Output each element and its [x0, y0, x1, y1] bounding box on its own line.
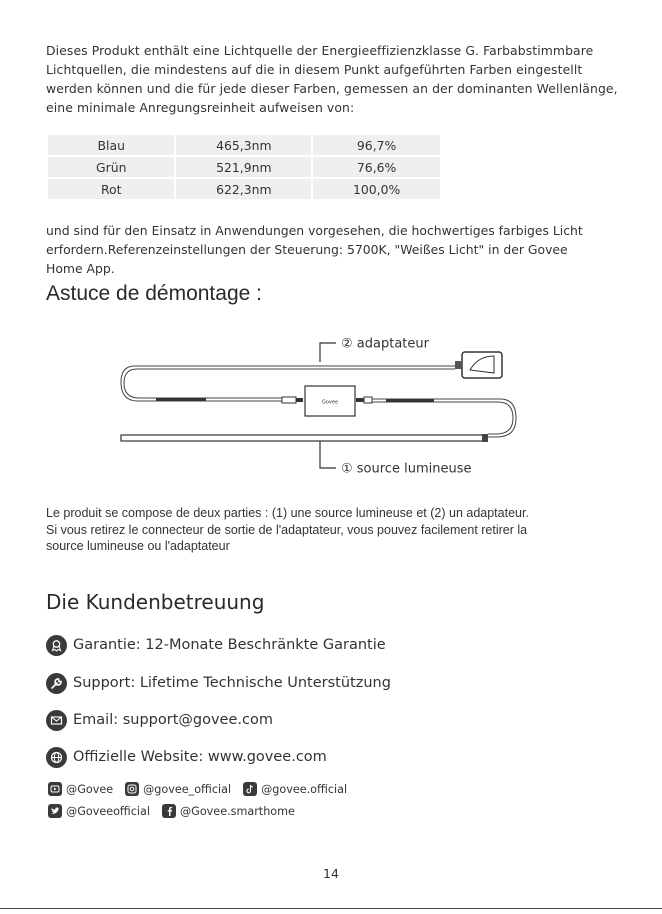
social-youtube[interactable]	[48, 782, 113, 796]
after-line: Home App.	[46, 261, 115, 276]
disassembly-line: Le produit se compose de deux parties : (1) une source lumineuse et (2) un adaptateur.	[46, 506, 529, 520]
social-handle: @Goveeofficial	[66, 804, 150, 818]
disassembly-paragraph	[46, 505, 646, 555]
intro-paragraph	[46, 41, 646, 117]
table-cell: 521,9nm	[176, 157, 311, 177]
globe-icon	[46, 747, 67, 768]
adapter-label: ② adaptateur	[341, 336, 429, 352]
social-instagram[interactable]	[125, 782, 231, 796]
instagram-icon	[125, 782, 139, 796]
disassembly-line: Si vous retirez le connecteur de sortie de l'adaptateur, vous pouvez facilement retirer la	[46, 522, 528, 537]
social-twitter[interactable]	[48, 804, 150, 818]
table-cell: Grün	[48, 157, 174, 177]
facebook-icon	[162, 804, 176, 818]
source-label: ① source lumineuse	[341, 461, 472, 477]
adapter-plug-icon	[455, 352, 502, 378]
table-cell: 100,0%	[313, 179, 440, 199]
table-row	[48, 179, 440, 199]
disassembly-title: Astuce de démontage :	[46, 282, 262, 305]
table-cell: 76,6%	[313, 157, 440, 177]
strip-cable	[372, 399, 516, 437]
controller-brand: Govee	[321, 399, 339, 406]
social-facebook[interactable]	[162, 804, 295, 818]
email-text[interactable]: Email: support@govee.com	[73, 712, 273, 728]
disassembly-diagram	[0, 320, 662, 485]
website-item	[46, 746, 327, 768]
table-cell: 465,3nm	[176, 135, 311, 155]
color-table	[46, 133, 442, 201]
wrench-icon	[46, 673, 67, 694]
tiktok-icon	[243, 782, 257, 796]
bottom-divider	[0, 908, 662, 909]
support-item	[46, 672, 391, 694]
after-line: und sind für den Einsatz in Anwendungen vorgesehen, die hochwertiges farbiges Licht	[46, 223, 583, 238]
youtube-icon	[48, 782, 62, 796]
table-cell: Rot	[48, 179, 174, 199]
social-row	[48, 804, 307, 818]
twitter-icon	[48, 804, 62, 818]
table-row	[48, 135, 440, 155]
right-connector-icon	[356, 397, 372, 403]
disassembly-line: source lumineuse ou l'adaptateur	[46, 539, 230, 553]
warranty-icon	[46, 635, 67, 656]
after-table-paragraph	[46, 221, 646, 278]
social-row	[48, 782, 359, 796]
table-row	[48, 157, 440, 177]
warranty-item	[46, 634, 386, 656]
adapter-cable	[121, 366, 455, 401]
support-text: Support: Lifetime Technische Unterstützung	[73, 675, 391, 691]
table-cell: 622,3nm	[176, 179, 311, 199]
website-text[interactable]: Offizielle Website: www.govee.com	[73, 749, 327, 765]
social-handle: @Govee.smarthome	[179, 804, 295, 818]
after-line: erfordern.Referenzeinstellungen der Steuerung: 5700K, "Weißes Licht" in der Govee	[46, 242, 568, 257]
light-strip	[121, 435, 485, 441]
intro-line: eine minimale Anregungsreinheit aufweisen von:	[46, 100, 355, 115]
social-handle: @govee.official	[261, 782, 348, 796]
intro-line: werden können und die für jede dieser Farben, gemessen an der dominanten Wellenlänge,	[46, 81, 618, 96]
source-callout-line	[320, 441, 336, 468]
intro-line: Dieses Produkt enthält eine Lichtquelle der Energieeffizienzklasse G. Farbabstimmbare	[46, 43, 594, 58]
envelope-icon	[46, 710, 67, 731]
adapter-callout-line	[320, 343, 336, 362]
email-item	[46, 709, 273, 731]
page-number: 14	[323, 866, 339, 881]
social-tiktok[interactable]	[243, 782, 347, 796]
table-cell: Blau	[48, 135, 174, 155]
table-cell: 96,7%	[313, 135, 440, 155]
warranty-text: Garantie: 12-Monate Beschränkte Garantie	[73, 637, 386, 653]
social-handle: @Govee	[66, 782, 114, 796]
customer-service-title: Die Kundenbetreuung	[46, 590, 265, 614]
social-handle: @govee_official	[143, 782, 232, 796]
connector-icon	[282, 397, 303, 403]
intro-line: Lichtquellen, die mindestens auf die in diesem Punkt aufgeführten Farben eingestellt	[46, 62, 583, 77]
